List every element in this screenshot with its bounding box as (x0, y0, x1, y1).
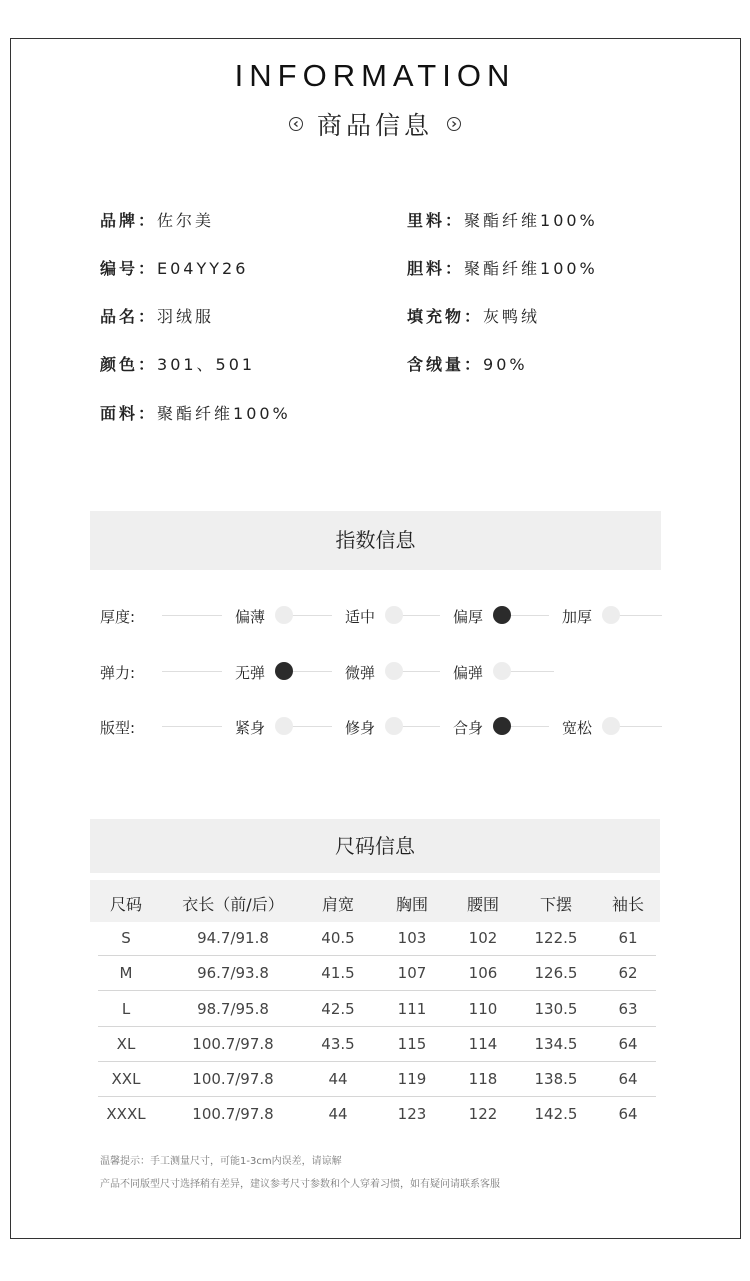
index-dot-selected (493, 606, 511, 624)
info-inner-material (407, 256, 598, 279)
column-header: 袖长 (611, 895, 644, 914)
index-option-label: 偏薄 (222, 606, 278, 627)
info-value: 佐尔美 (157, 211, 215, 230)
info-color (100, 352, 255, 375)
info-brand (100, 208, 214, 231)
column-header: 尺码 (109, 895, 142, 914)
chevron-right-icon (447, 117, 461, 131)
column-header: 下摆 (539, 895, 572, 914)
length-cell: 96.7/93.8 (197, 964, 269, 982)
hem-cell: 130.5 (534, 1000, 578, 1018)
waist-cell: 122 (468, 1105, 498, 1123)
info-fabric (100, 401, 291, 424)
info-key: 品牌： (100, 211, 158, 230)
size-cell: XXXL (106, 1105, 146, 1123)
index-option-label: 微弹 (332, 662, 388, 683)
info-key: 含绒量： (407, 355, 484, 374)
hem-cell: 126.5 (534, 964, 578, 982)
index-option-label: 加厚 (549, 606, 605, 627)
info-value: 聚酯纤维100% (464, 211, 598, 230)
index-dot (385, 662, 403, 680)
length-cell: 100.7/97.8 (192, 1105, 274, 1123)
hem-cell: 134.5 (534, 1035, 578, 1053)
sleeve-cell: 64 (618, 1070, 638, 1088)
index-section-header: 指数信息 (90, 511, 661, 570)
index-option-label: 宽松 (549, 717, 605, 738)
size-cell: XL (116, 1035, 136, 1053)
info-product-name (100, 304, 214, 327)
info-value: 羽绒服 (157, 307, 215, 326)
hem-cell: 122.5 (534, 929, 578, 947)
shoulder-cell: 41.5 (321, 964, 355, 982)
info-value: 聚酯纤维100% (157, 404, 291, 423)
table-row (98, 1062, 656, 1097)
length-cell: 98.7/95.8 (197, 1000, 269, 1018)
chest-cell: 115 (397, 1035, 427, 1053)
info-filling (407, 304, 540, 327)
info-lining (407, 208, 598, 231)
index-option-label: 合身 (440, 717, 496, 738)
column-header: 胸围 (395, 895, 428, 914)
size-cell: L (121, 1000, 131, 1018)
size-cell: M (119, 964, 133, 982)
table-row (98, 992, 656, 1027)
title-chinese-row (0, 106, 750, 142)
index-option-label: 偏弹 (440, 662, 496, 683)
size-table-header (90, 880, 660, 922)
column-header: 衣长（前/后） (182, 895, 284, 914)
index-option-label: 修身 (332, 717, 388, 738)
shoulder-cell: 44 (328, 1070, 348, 1088)
info-key: 颜色： (100, 355, 158, 374)
info-value: 灰鸭绒 (483, 307, 541, 326)
index-label-elasticity: 弹力: (100, 664, 136, 682)
info-value: 90% (483, 355, 528, 374)
table-row (98, 921, 656, 956)
waist-cell: 106 (468, 964, 498, 982)
info-key: 编号： (100, 259, 158, 278)
waist-cell: 102 (468, 929, 498, 947)
index-label-fit: 版型: (100, 719, 136, 737)
info-code (100, 256, 248, 279)
title-chinese: 商品信息 (316, 111, 433, 140)
index-dot (493, 662, 511, 680)
index-option-label: 无弹 (222, 662, 278, 683)
title-english: INFORMATION (234, 58, 516, 93)
table-row (98, 956, 656, 991)
sleeve-cell: 63 (618, 1000, 638, 1018)
info-key: 胆料： (407, 259, 465, 278)
length-cell: 100.7/97.8 (192, 1070, 274, 1088)
waist-cell: 110 (468, 1000, 498, 1018)
index-dot (385, 717, 403, 735)
info-value: 聚酯纤维100% (464, 259, 598, 278)
info-key: 填充物： (407, 307, 484, 326)
length-cell: 100.7/97.8 (192, 1035, 274, 1053)
size-cell: XXL (111, 1070, 141, 1088)
chest-cell: 111 (397, 1000, 427, 1018)
hem-cell: 142.5 (534, 1105, 578, 1123)
chest-cell: 103 (397, 929, 427, 947)
info-down-content (407, 352, 528, 375)
chest-cell: 123 (397, 1105, 427, 1123)
index-dot-selected (493, 717, 511, 735)
sleeve-cell: 61 (618, 929, 638, 947)
sleeve-cell: 62 (618, 964, 638, 982)
sleeve-cell: 64 (618, 1105, 638, 1123)
note-measurement: 温馨提示：手工测量尺寸，可能1-3cm内误差，请谅解 (100, 1156, 342, 1167)
sleeve-cell: 64 (618, 1035, 638, 1053)
index-option-label: 适中 (332, 606, 388, 627)
shoulder-cell: 44 (328, 1105, 348, 1123)
info-key: 面料： (100, 404, 158, 423)
waist-cell: 118 (468, 1070, 498, 1088)
column-header: 腰围 (466, 895, 499, 914)
shoulder-cell: 43.5 (321, 1035, 355, 1053)
row-divider (98, 990, 656, 991)
index-dot (385, 606, 403, 624)
index-option-label: 紧身 (222, 717, 278, 738)
shoulder-cell: 40.5 (321, 929, 355, 947)
column-header: 肩宽 (321, 895, 354, 914)
info-value: E04YY26 (157, 259, 249, 278)
waist-cell: 114 (468, 1035, 498, 1053)
length-cell: 94.7/91.8 (197, 929, 269, 947)
index-dot (275, 717, 293, 735)
info-key: 里料： (407, 211, 465, 230)
index-dot (602, 606, 620, 624)
size-section-header: 尺码信息 (90, 819, 660, 873)
hem-cell: 138.5 (534, 1070, 578, 1088)
shoulder-cell: 42.5 (321, 1000, 355, 1018)
size-cell: S (121, 929, 131, 947)
index-dot (602, 717, 620, 735)
table-row (98, 1027, 656, 1062)
note-fit-advice: 产品不同版型尺寸选择稍有差异，建议参考尺寸参数和个人穿着习惯，如有疑问请联系客服 (100, 1179, 500, 1190)
index-label-thickness: 厚度: (100, 608, 136, 626)
chevron-left-icon (289, 117, 303, 131)
chest-cell: 119 (397, 1070, 427, 1088)
index-option-label: 偏厚 (440, 606, 496, 627)
info-value: 301、501 (157, 355, 256, 374)
table-row (98, 1097, 656, 1132)
info-key: 品名： (100, 307, 158, 326)
index-dot-selected (275, 662, 293, 680)
chest-cell: 107 (397, 964, 427, 982)
index-dot (275, 606, 293, 624)
